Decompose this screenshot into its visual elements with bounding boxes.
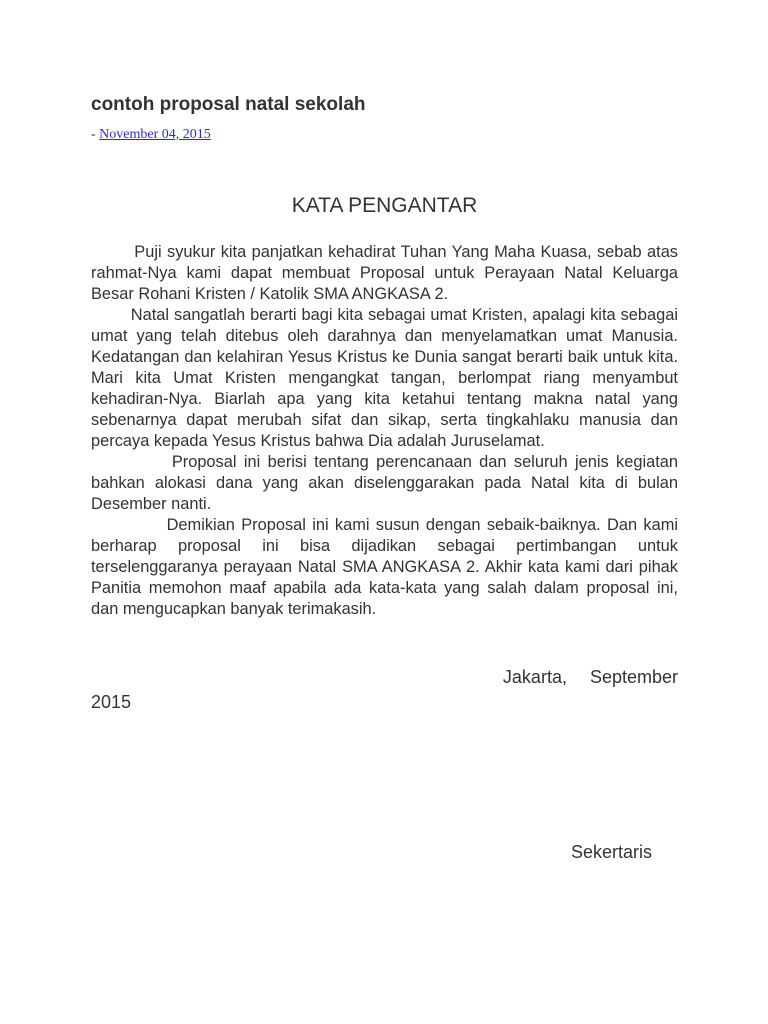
post-date-line [91, 126, 211, 144]
paragraph-indent [91, 516, 167, 534]
paragraph-indent [91, 306, 131, 324]
paragraph-text: Demikian Proposal ini kami susun dengan sebaik-baiknya. Dan kami berharap proposal ini bisa dijadikan sebagai pertimbangan untuk terselenggaranya perayaan Natal SMA ANGKASA 2. Akhir kata kami dari pihak Panitia memohon maaf apabila ada kata-kata yang salah dalam proposal ini, dan mengucapkan banyak terimakasih. [91, 516, 678, 618]
paragraph-text: Proposal ini berisi tentang perencanaan dan seluruh jenis kegiatan bahkan alokasi dana yang akan diselenggarakan pada Natal kita di bulan Desember nanti. [91, 453, 679, 513]
post-date-link[interactable]: November 04, 2015 [99, 127, 211, 142]
paragraph-1 [91, 242, 678, 305]
paragraph-3 [91, 452, 678, 515]
paragraph-text: Natal sangatlah berarti bagi kita sebagai umat Kristen, apalagi kita sebagai umat yang telah ditebus oleh darahnya dan menyelamatkan umat Manusia. Kedatangan dan kelahiran Yesus Kristus ke Dunia sangat berarti baik untuk kita. Mari kita Umat Kristen mengangkat tangan, berlompat riang menyambut kehadiran-Nya. Biarlah apa yang kita ketahui tentang makna natal yang sebenarnya dapat merubah sifat dan sikap, serta tingkahlaku manusia dan percaya kepada Yesus Kristus bahwa Dia adalah Juruselamat. [91, 306, 679, 450]
paragraph-indent [91, 453, 172, 471]
section-heading: KATA PENGANTAR [291, 194, 478, 217]
signature-role: Sekertaris [571, 842, 653, 862]
closing-place-date: Jakarta, September [502, 667, 678, 687]
paragraph-indent [91, 243, 134, 261]
paragraph-2 [91, 305, 678, 452]
document-body [91, 242, 678, 620]
paragraph-4 [91, 515, 678, 620]
post-title: contoh proposal natal sekolah [91, 94, 366, 115]
post-date-prefix: - [91, 127, 100, 142]
paragraph-text: Puji syukur kita panjatkan kehadirat Tuhan Yang Maha Kuasa, sebab atas rahmat-Nya kami dapat membuat Proposal untuk Perayaan Natal Keluarga Besar Rohani Kristen / Katolik SMA ANGKASA 2. [91, 243, 678, 303]
closing-year: 2015 [91, 692, 132, 712]
